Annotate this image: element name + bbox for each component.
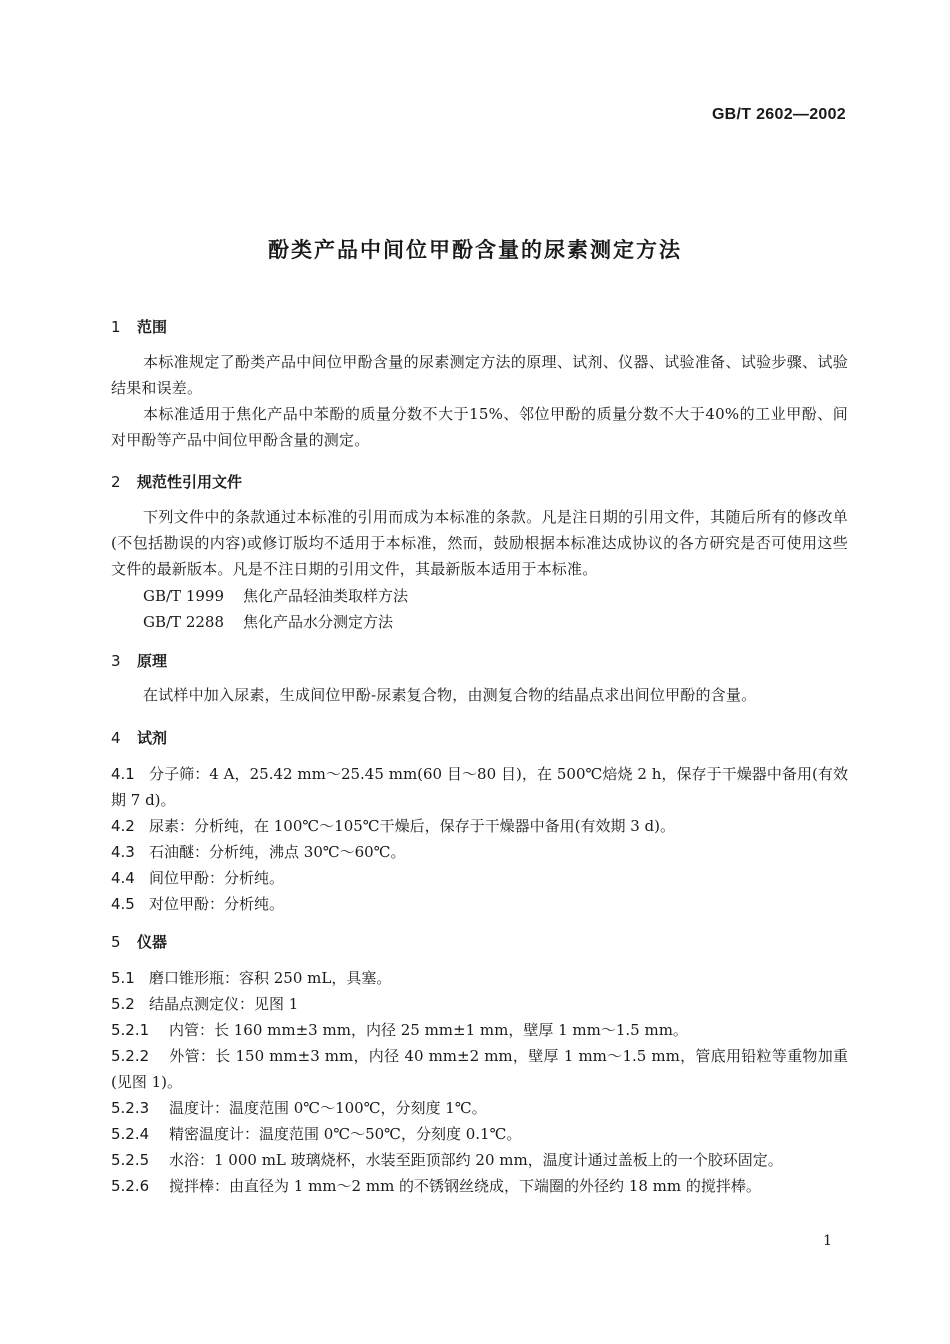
clause-text: 精密温度计：温度范围 0℃～50℃，分刻度 0.1℃。: [169, 1125, 522, 1143]
reference-code: GB/T 2288: [143, 613, 225, 631]
section-title: 仪器: [137, 933, 168, 951]
clause-number: 5.2.6: [111, 1177, 150, 1195]
reagent-item: [111, 761, 848, 813]
reagent-item: [111, 891, 848, 917]
apparatus-item: [111, 991, 848, 1017]
clause-text: 尿素：分析纯，在 100℃～105℃干燥后，保存于干燥器中备用(有效期 3 d)。: [149, 817, 675, 835]
reference-title: 焦化产品轻油类取样方法: [243, 587, 409, 605]
page-number: 1: [823, 1233, 832, 1249]
clause-text: 磨口锥形瓶：容积 250 mL，具塞。: [149, 969, 392, 987]
clause-number: 5.2.2: [111, 1047, 150, 1065]
reference-code: GB/T 1999: [143, 587, 225, 605]
clause-number: 4.5: [111, 895, 135, 913]
apparatus-item: [111, 965, 848, 991]
clause-text: 外管：长 150 mm±3 mm，内径 40 mm±2 mm，壁厚 1 mm～1.5 mm，管底用铅粒等重物加重(见图 1)。: [111, 1047, 848, 1091]
clause-text: 石油醚：分析纯，沸点 30℃～60℃。: [149, 843, 406, 861]
clause-number: 4.3: [111, 843, 135, 861]
reagent-item: [111, 813, 848, 839]
document-title: 酚类产品中间位甲酚含量的尿素测定方法: [268, 238, 682, 262]
section-heading-reagents: [111, 727, 167, 748]
section-heading-scope: [111, 316, 167, 337]
section-heading-principle: [111, 650, 167, 671]
clause-text: 对位甲酚：分析纯。: [149, 895, 285, 913]
reagent-item: [111, 839, 848, 865]
reference-item: [143, 585, 408, 606]
clause-number: 4.4: [111, 869, 135, 887]
clause-number: 5.2.3: [111, 1099, 150, 1117]
clause-number: 5.2.5: [111, 1151, 150, 1169]
clause-number: 5.2.1: [111, 1021, 150, 1039]
section-title: 规范性引用文件: [137, 473, 243, 491]
apparatus-item: [111, 1121, 848, 1147]
section-heading-references: [111, 471, 242, 492]
reagent-item: [111, 865, 848, 891]
clause-number: 4.1: [111, 765, 135, 783]
clause-text: 搅拌棒：由直径为 1 mm～2 mm 的不锈钢丝绕成，下端圈的外径约 18 mm 的搅拌棒。: [169, 1177, 761, 1195]
references-paragraph: 下列文件中的条款通过本标准的引用而成为本标准的条款。凡是注日期的引用文件，其随后所有的修改单(不包括勘误的内容)或修订版均不适用于本标准，然而，鼓励根据本标准达成协议的各方研究是否可使用这些文件的最新版本。凡是不注日期的引用文件，其最新版本适用于本标准。: [111, 508, 848, 578]
section-title: 原理: [137, 652, 168, 670]
apparatus-item: [111, 1043, 848, 1095]
scope-paragraph-1: 本标准规定了酚类产品中间位甲酚含量的尿素测定方法的原理、试剂、仪器、试验准备、试验步骤、试验结果和误差。: [111, 353, 848, 397]
section-number: 1: [111, 318, 121, 336]
clause-text: 内管：长 160 mm±3 mm，内径 25 mm±1 mm，壁厚 1 mm～1.5 mm。: [169, 1021, 688, 1039]
apparatus-item: [111, 1147, 848, 1173]
reference-title: 焦化产品水分测定方法: [243, 613, 394, 631]
clause-text: 分子筛：4 A，25.42 mm～25.45 mm(60 目～80 目)，在 500℃焙烧 2 h，保存于干燥器中备用(有效期 7 d)。: [111, 765, 848, 809]
clause-number: 5.1: [111, 969, 135, 987]
clause-text: 间位甲酚：分析纯。: [149, 869, 285, 887]
standard-code: GB/T 2602—2002: [711, 106, 846, 123]
clause-number: 5.2: [111, 995, 135, 1013]
clause-number: 5.2.4: [111, 1125, 150, 1143]
clause-text: 结晶点测定仪：见图 1: [149, 995, 299, 1013]
section-number: 5: [111, 933, 121, 951]
section-heading-apparatus: [111, 931, 167, 952]
clause-text: 温度计：温度范围 0℃～100℃，分刻度 1℃。: [169, 1099, 487, 1117]
apparatus-item: [111, 1017, 848, 1043]
clause-text: 水浴：1 000 mL 玻璃烧杯，水装至距顶部约 20 mm，温度计通过盖板上的一个胶环固定。: [169, 1151, 783, 1169]
section-number: 2: [111, 473, 121, 491]
section-title: 试剂: [137, 729, 168, 747]
reference-item: [143, 611, 393, 632]
section-title: 范围: [137, 318, 168, 336]
apparatus-item: [111, 1095, 848, 1121]
scope-paragraph-2: 本标准适用于焦化产品中苯酚的质量分数不大于15%、邻位甲酚的质量分数不大于40%的工业甲酚、间对甲酚等产品中间位甲酚含量的测定。: [111, 405, 848, 449]
clause-number: 4.2: [111, 817, 135, 835]
principle-paragraph: 在试样中加入尿素，生成间位甲酚-尿素复合物，由测复合物的结晶点求出间位甲酚的含量。: [143, 686, 757, 704]
apparatus-item: [111, 1173, 848, 1199]
section-number: 3: [111, 652, 121, 670]
section-number: 4: [111, 729, 121, 747]
